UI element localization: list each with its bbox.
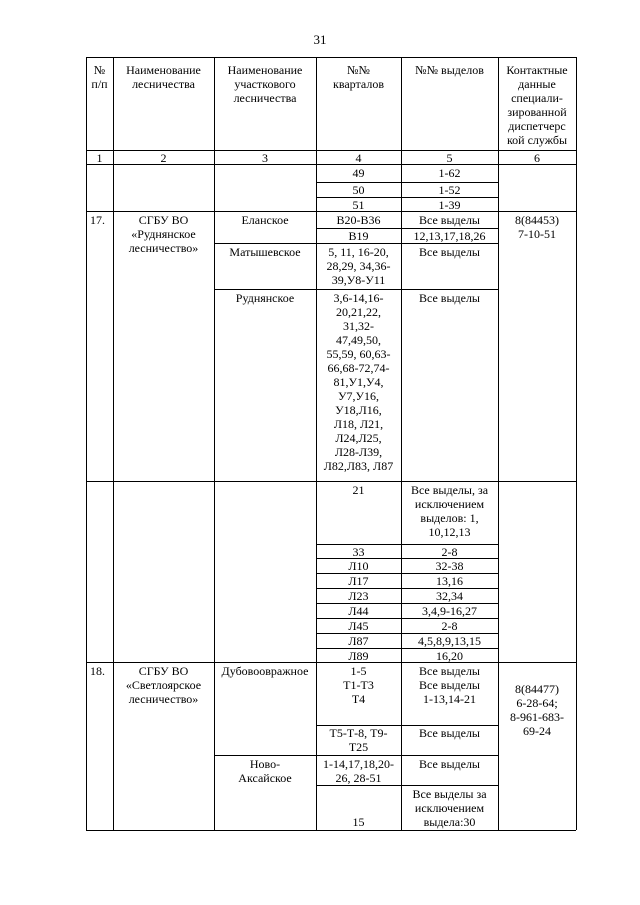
forestry-name: СГБУ ВО «Светлоярское лесничество» <box>125 664 202 706</box>
column-number: 5 <box>446 151 453 165</box>
plot-cell: 4,5,8,9,13,15 <box>418 634 481 648</box>
row-line <box>86 481 576 482</box>
plot-cell: 2-8 <box>441 619 458 633</box>
forestry-name: СГБУ ВО «Руднянское лесничество» <box>128 213 199 255</box>
col-divider-1 <box>113 57 114 830</box>
row-line <box>86 57 576 58</box>
entry-number: 18. <box>90 664 105 678</box>
plot-cell: 3,4,9-16,27 <box>422 604 477 618</box>
column-number: 6 <box>534 151 540 165</box>
quarter-cell: 33 <box>352 545 365 559</box>
quarter-cell: Л23 <box>348 589 369 603</box>
plot-cell: 12,13,17,18,26 <box>413 229 486 243</box>
quarter-cell: 1-14,17,18,20- 26, 28-51 <box>323 757 394 785</box>
quarter-cell: В20-В36 <box>336 213 381 227</box>
plot-cell: Все выделы <box>418 291 480 305</box>
quarter-cell: Т5-Т-8, Т9- Т25 <box>329 726 388 754</box>
district-name: Еланское <box>241 213 289 227</box>
header-col-4: №№ кварталов <box>333 63 384 91</box>
quarter-cell: Л44 <box>348 604 369 618</box>
table-border-left <box>86 57 87 830</box>
quarter-cell: В19 <box>348 229 369 243</box>
header-col-1: № п/п <box>91 63 108 91</box>
quarter-cell: Л87 <box>348 634 369 648</box>
district-name: Руднянское <box>235 291 295 305</box>
row-line <box>316 785 498 786</box>
quarter-cell: Л10 <box>348 559 369 573</box>
quarter-cell: 50 <box>352 183 365 197</box>
header-col-6: Контактные данные специали- зированной диспетчерс кой службы <box>506 63 568 147</box>
plot-cell: 1-52 <box>438 183 461 197</box>
column-number: 2 <box>160 151 167 165</box>
quarter-cell: Л45 <box>348 619 369 633</box>
column-number: 1 <box>96 151 103 165</box>
district-name: Матышевское <box>229 245 301 259</box>
contact-info: 8(84477) 6-28-64; 8-961-683- 69-24 <box>510 682 564 738</box>
plot-cell: Все выделы <box>418 757 480 771</box>
col-divider-2 <box>214 57 215 830</box>
plot-cell: Все выделы <box>418 245 480 259</box>
row-line <box>214 755 498 756</box>
quarter-cell: Л17 <box>348 574 369 588</box>
quarter-cell: 49 <box>352 166 365 180</box>
plot-cell: Все выделы <box>418 726 480 740</box>
quarter-cell: 21 <box>352 483 365 497</box>
contact-info: 8(84453) 7-10-51 <box>515 213 559 241</box>
row-line <box>86 830 576 831</box>
page-number: 31 <box>313 32 327 47</box>
column-number: 4 <box>355 151 362 165</box>
plot-cell: Все выделы за исключением выдела:30 <box>412 787 487 829</box>
plot-cell: 16,20 <box>436 649 463 663</box>
header-col-5: №№ выделов <box>415 63 484 77</box>
header-col-3: Наименование участкового лесничества <box>227 63 303 105</box>
row-line <box>214 289 498 290</box>
entry-number: 17. <box>90 213 105 227</box>
column-number: 3 <box>262 151 268 165</box>
quarter-cell: 3,6-14,16- 20,21,22, 31,32- 47,49,50, 55,59, 60,63- 66,68-72,74- 81,У1,У4, У7,У16, У18,Л16, Л18, Л21, Л24,Л25, Л28-Л39, Л82,Л83, Л87 <box>323 291 394 473</box>
plot-cell: 13,16 <box>436 574 463 588</box>
quarter-cell: 5, 11, 16-20, 28,29, 34,36- 39,У8-У11 <box>326 245 391 287</box>
quarter-cell: 51 <box>352 198 365 212</box>
row-line <box>214 243 498 244</box>
district-name: Ново- Аксайское <box>238 757 292 785</box>
header-col-2: Наименование лесничества <box>126 63 201 91</box>
quarter-cell: 15 <box>352 815 365 829</box>
district-name: Дубовоовражное <box>221 664 309 678</box>
plot-cell: Все выделы <box>418 213 480 227</box>
plot-cell: Все выделы, за исключением выделов: 1, 10,12,13 <box>410 483 489 539</box>
quarter-cell: 1-5 Т1-Т3 Т4 <box>343 664 374 706</box>
plot-cell: 2-8 <box>441 545 458 559</box>
plot-cell: 32-38 <box>435 559 464 573</box>
plot-cell: 1-62 <box>438 166 461 180</box>
plot-cell: 1-39 <box>438 198 461 212</box>
plot-cell: 32,34 <box>436 589 463 603</box>
table-border-right <box>576 57 577 830</box>
quarter-cell: Л89 <box>348 649 369 663</box>
plot-cell: Все выделы Все выделы 1-13,14-21 <box>418 664 480 706</box>
